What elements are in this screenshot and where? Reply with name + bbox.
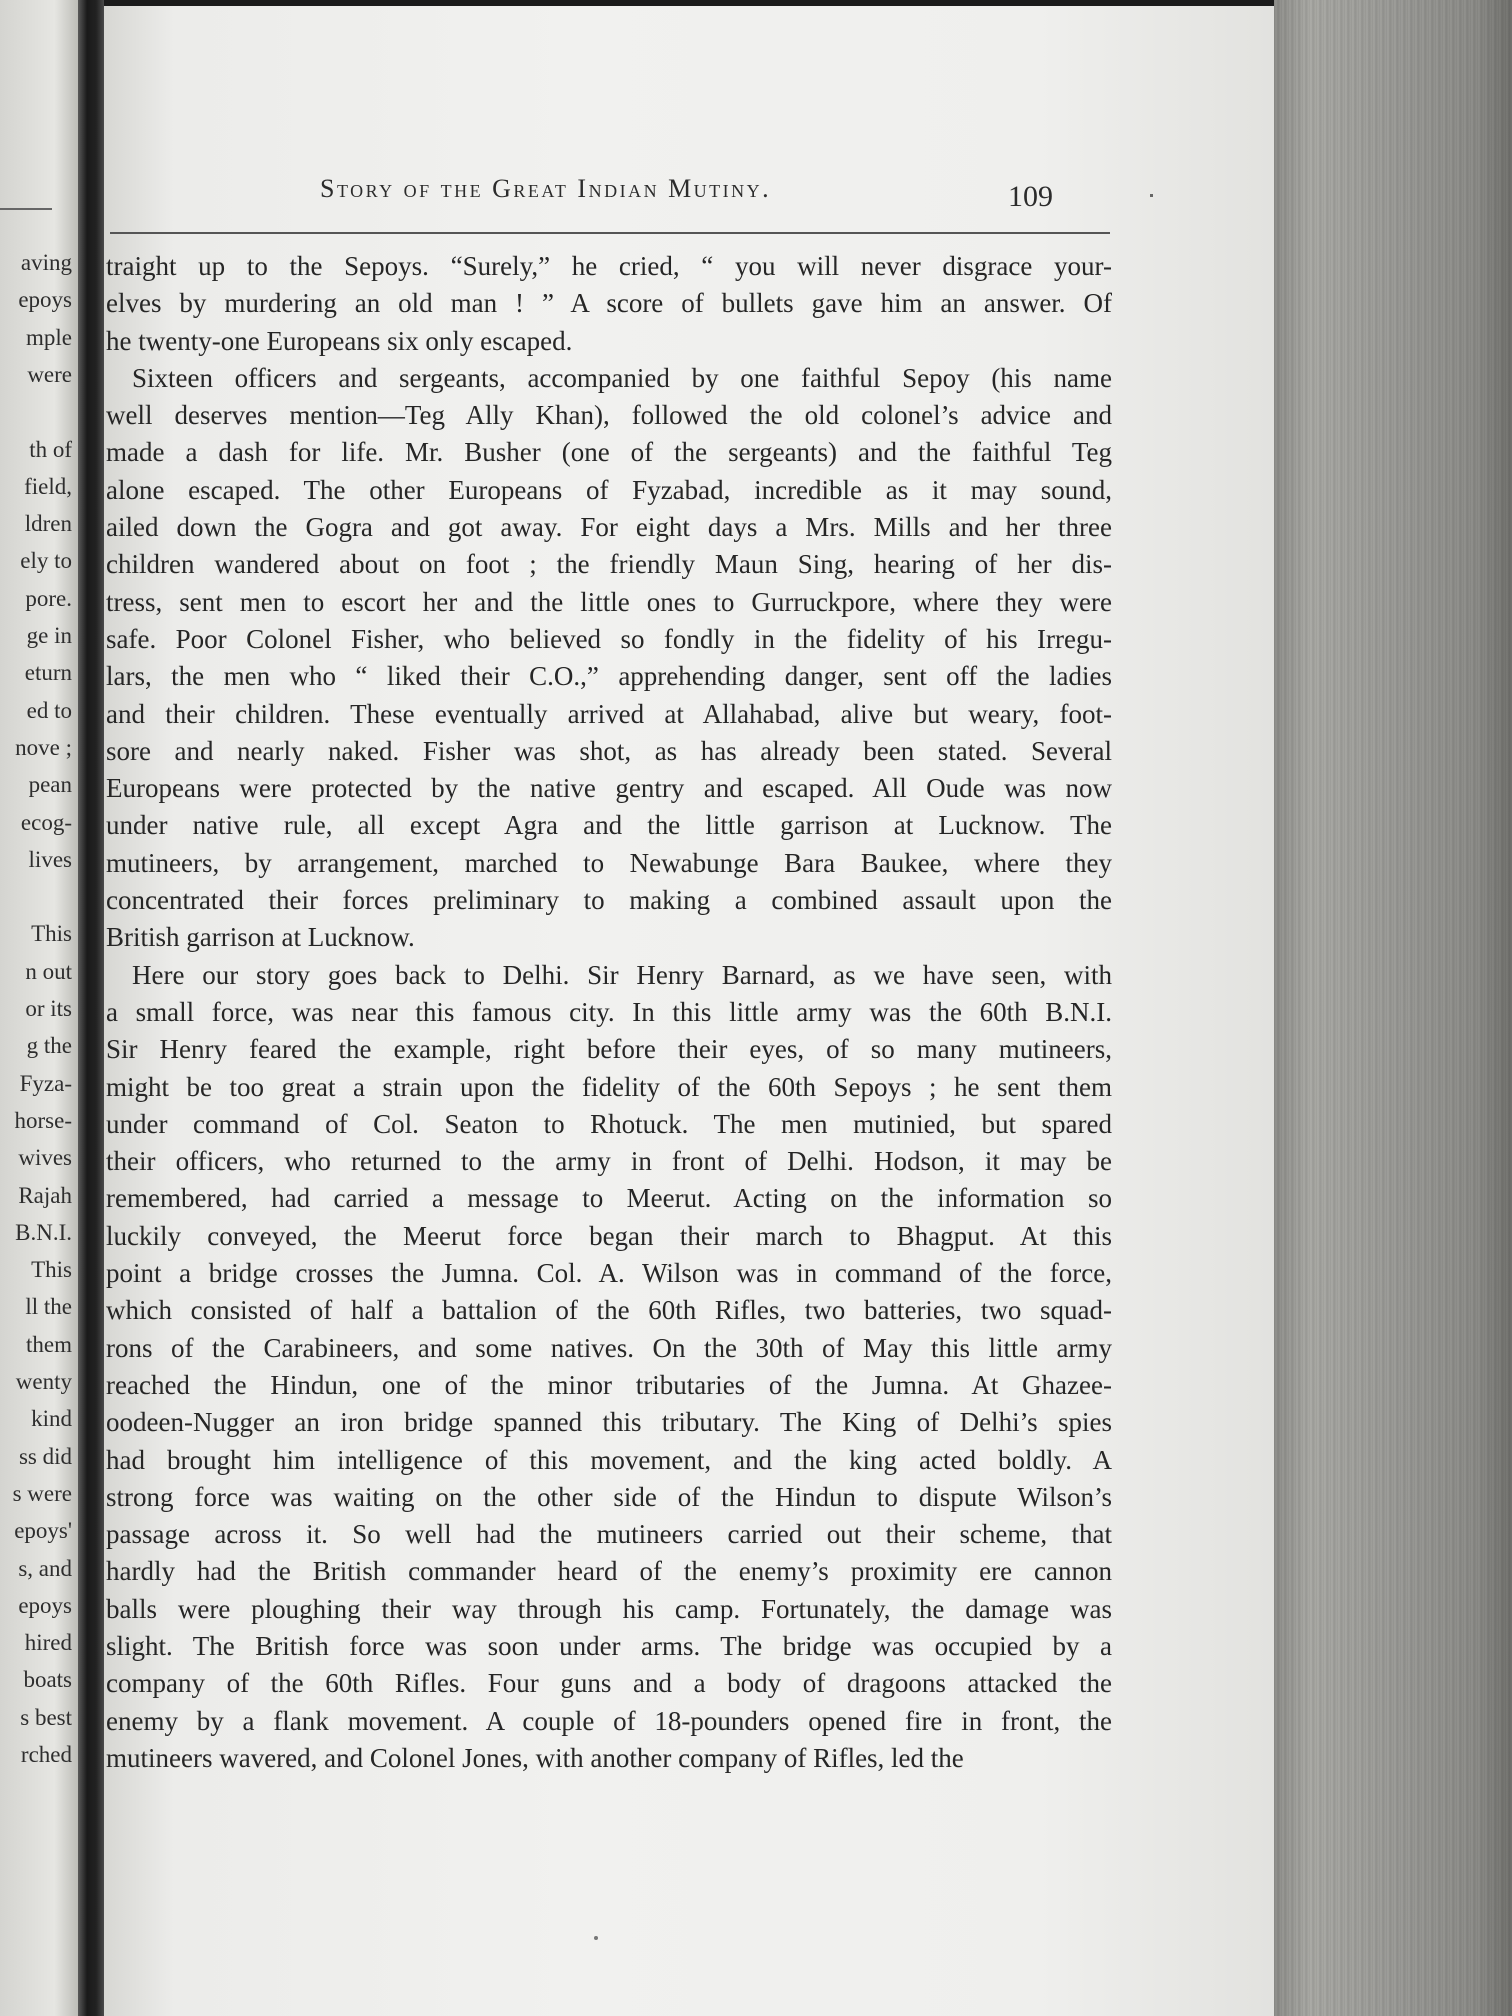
left-page-line: ss did [18, 1443, 72, 1469]
left-page-line: ecog- [20, 809, 72, 835]
left-page-line: epoys [18, 287, 72, 313]
page-number: 109 [1008, 180, 1053, 213]
text-line: remembered, had carried a message to Meerut. Acting on the information so [106, 1183, 1112, 1214]
left-page-rule [0, 208, 52, 210]
text-line: had brought him intelligence of this movement, and the king acted boldly. A [106, 1444, 1112, 1475]
text-line: oodeen-Nugger an iron bridge spanned this tributary. The King of Delhi’s spies [106, 1407, 1112, 1438]
left-page-line: pean [28, 772, 72, 798]
text-line: strong force was waiting on the other side of the Hindun to dispute Wilson’s [106, 1481, 1112, 1512]
text-line: made a dash for life. Mr. Busher (one of the sergeants) and the faithful Teg [106, 437, 1112, 468]
text-line: traight up to the Sepoys. “Surely,” he cried, “ you will never disgrace your- [106, 251, 1112, 281]
text-line: ailed down the Gogra and got away. For eight days a Mrs. Mills and her three [106, 512, 1112, 543]
left-page-line: pore. [25, 585, 72, 611]
left-page-line: rched [20, 1742, 72, 1767]
text-line: lars, the men who “ liked their C.O.,” apprehending danger, sent off the ladies [106, 661, 1112, 692]
text-line: company of the 60th Rifles. Four guns and a body of dragoons attacked the [106, 1668, 1112, 1699]
left-page-line: s, and [18, 1555, 72, 1581]
book-gutter [78, 0, 104, 2016]
text-line: under native rule, all except Agra and the little garrison at Lucknow. The [106, 810, 1112, 841]
left-page-line: s were [12, 1480, 72, 1506]
left-page-line: ldren [24, 511, 72, 537]
left-page-line: wives [18, 1145, 72, 1171]
text-line: well deserves mention—Teg Ally Khan), followed the old colonel’s advice and [106, 400, 1112, 431]
text-line: point a bridge crosses the Jumna. Col. A. Wilson was in command of the force, [106, 1258, 1112, 1289]
left-page-line: ed to [26, 697, 72, 723]
left-page-line: or its [25, 996, 72, 1021]
left-page-line: Rajah [18, 1182, 72, 1208]
text-line: concentrated their forces preliminary to making a combined assault upon the [106, 885, 1112, 916]
text-line: luckily conveyed, the Meerut force began their march to Bhagput. At this [106, 1220, 1112, 1251]
left-page-line: eturn [24, 660, 72, 686]
left-page-line: lives [28, 846, 72, 872]
text-line: he twenty-one Europeans six only escaped. [106, 325, 573, 356]
text-line: rons of the Carabineers, and some natives. On the 30th of May this little army [106, 1332, 1112, 1363]
left-page-line: horse- [14, 1107, 72, 1133]
text-line: a small force, was near this famous city. In this little army was the 60th B.N.I. [106, 996, 1112, 1027]
text-line: sore and nearly naked. Fisher was shot, as has already been stated. Several [106, 735, 1112, 766]
text-line: children wandered about on foot ; the friendly Maun Sing, hearing of her dis- [106, 549, 1112, 580]
left-page-line: g the [26, 1033, 72, 1059]
left-page-line: ll the [25, 1294, 72, 1320]
left-page-line: This [31, 921, 72, 947]
text-line: reached the Hindun, one of the minor tributaries of the Jumna. At Ghazee- [106, 1369, 1112, 1400]
left-page-line: aving [20, 250, 72, 275]
text-line: passage across it. So well had the mutineers carried out their scheme, that [106, 1519, 1112, 1550]
text-line: Here our story goes back to Delhi. Sir Henry Barnard, as we have seen, with [132, 959, 1112, 990]
text-line: safe. Poor Colonel Fisher, who believed so fondly in the fidelity of his Irregu- [106, 623, 1112, 654]
left-page-line: Fyza- [19, 1070, 72, 1096]
left-page-line: ge in [26, 623, 72, 648]
text-line: and their children. These eventually arrived at Allahabad, alive but weary, foot- [106, 698, 1112, 729]
header-rule [110, 232, 1110, 234]
text-line: mutineers wavered, and Colonel Jones, with another company of Rifles, led the [106, 1742, 964, 1773]
left-page-line: hired [24, 1630, 72, 1656]
text-line: their officers, who returned to the army in front of Delhi. Hodson, it may be [106, 1146, 1112, 1177]
text-line: slight. The British force was soon under arms. The bridge was occupied by a [106, 1630, 1112, 1661]
left-page-line: them [26, 1331, 72, 1357]
left-page-line: wenty [15, 1369, 72, 1394]
left-page-line: mple [26, 324, 72, 350]
foot-speck [594, 1936, 598, 1940]
margin-speck [1150, 194, 1153, 197]
text-line: British garrison at Lucknow. [106, 922, 415, 953]
left-page-line: kind [31, 1406, 72, 1432]
left-page-line: This [31, 1257, 72, 1283]
page-edges [1274, 0, 1512, 2016]
left-page-line: ely to [20, 548, 72, 574]
text-line: enemy by a flank movement. A couple of 18-pounders opened fire in front, the [106, 1705, 1112, 1736]
text-line: might be too great a strain upon the fidelity of the 60th Sepoys ; he sent them [106, 1071, 1112, 1102]
left-page-line: n out [25, 958, 72, 984]
left-page-line: s best [20, 1704, 72, 1730]
text-line: under command of Col. Seaton to Rhotuck. The men mutinied, but spared [106, 1108, 1112, 1139]
text-line: balls were ploughing their way through his camp. Fortunately, the damage was [106, 1593, 1112, 1624]
left-page-line: were [27, 361, 72, 387]
text-line: elves by murdering an old man ! ” A score of bullets gave him an answer. Of [106, 288, 1112, 319]
running-head: Story of the Great Indian Mutiny. [320, 174, 772, 203]
text-line: hardly had the British commander heard of the enemy’s proximity ere cannon [106, 1556, 1112, 1587]
text-line: alone escaped. The other Europeans of Fyzabad, incredible as it may sound, [106, 474, 1112, 505]
text-line: Sixteen officers and sergeants, accompanied by one faithful Sepoy (his name [132, 362, 1112, 393]
left-page-line: nove ; [15, 734, 72, 760]
left-page-line: epoys [18, 1592, 72, 1618]
text-line: Europeans were protected by the native gentry and escaped. All Oude was now [106, 773, 1112, 804]
left-page-line: boats [23, 1667, 72, 1693]
text-line: Sir Henry feared the example, right before their eyes, of so many mutineers, [106, 1034, 1112, 1065]
left-page-line: B.N.I. [15, 1219, 72, 1245]
text-line: tress, sent men to escort her and the little ones to Gurruckpore, where they were [106, 586, 1112, 617]
left-page-line: field, [24, 473, 72, 499]
left-page-line: epoys' [14, 1518, 72, 1544]
left-page-line: th of [29, 436, 72, 462]
text-line: which consisted of half a battalion of the 60th Rifles, two batteries, two squad- [106, 1295, 1112, 1326]
left-page-fragment [0, 0, 78, 2016]
body-text [106, 248, 1112, 1777]
text-line: mutineers, by arrangement, marched to Newabunge Bara Baukee, where they [106, 847, 1112, 878]
